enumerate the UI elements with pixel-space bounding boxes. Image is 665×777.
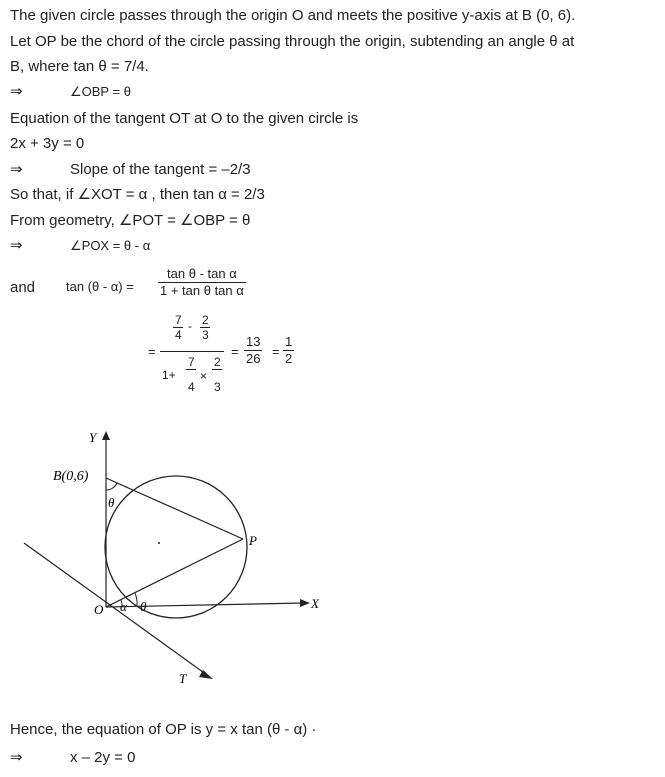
label-o: O [94, 602, 104, 617]
denominator-4: 4 [188, 380, 195, 394]
label-p: P [249, 533, 257, 548]
angle-arc-b [106, 483, 117, 490]
implies-arrow: ⇒ [10, 749, 23, 766]
denominator-7: 7 [188, 355, 195, 369]
equals-sign: = [148, 344, 156, 359]
tangent-line [24, 543, 207, 675]
chord-op [106, 539, 243, 607]
angle-obp-text: ∠OBP = θ [70, 84, 131, 99]
line-geometry: From geometry, ∠POT = ∠OBP = θ [10, 212, 251, 229]
slope-text: Slope of the tangent = –2/3 [70, 161, 251, 178]
circle-center-dot [158, 542, 160, 544]
x-axis-arrowhead [300, 599, 310, 607]
y-axis-arrowhead [102, 431, 110, 440]
fraction-denominator: 1 + tan θ tan α [160, 283, 244, 298]
fraction-numerator: 13 [246, 334, 261, 349]
numerator-7: 7 [175, 313, 182, 327]
implies-arrow: ⇒ [10, 83, 23, 100]
label-theta-o: θ [140, 599, 147, 614]
chord-bp [106, 478, 243, 539]
line-tan-theta: B, where tan θ = 7/4. [10, 58, 149, 75]
fraction-denominator: 26 [246, 351, 261, 366]
numerator-minus: - [188, 319, 192, 333]
denominator-3: 3 [214, 380, 221, 394]
line-tangent-equation-intro: Equation of the tangent OT at O to the given circle is [10, 110, 359, 127]
denominator-one-plus: 1+ [162, 368, 176, 382]
label-theta-b: θ [108, 495, 115, 510]
final-equation-text: x – 2y = 0 [70, 749, 136, 766]
line-final-answer [10, 748, 135, 768]
numerator-4: 4 [175, 328, 182, 342]
angle-pox-text: ∠POX = θ - α [70, 238, 151, 253]
denominator-2: 2 [214, 355, 221, 369]
label-t: T [179, 671, 187, 686]
label-b: B(0,6) [53, 469, 89, 484]
equals-sign: = [231, 344, 239, 359]
fraction-numerator: tan θ - tan α [167, 266, 237, 281]
label-y: Y [89, 430, 97, 445]
line-equation-op: Hence, the equation of OP is y = x tan (θ - α) · [10, 721, 317, 738]
line-tangent-equation: 2x + 3y = 0 [10, 135, 85, 152]
equals-sign: = [272, 344, 280, 359]
times-sign: × [200, 369, 208, 383]
implies-arrow: ⇒ [10, 161, 23, 178]
line-angle-xot: So that, if ∠XOT = α , then tan α = 2/3 [10, 186, 265, 203]
label-x: X [311, 596, 319, 611]
implies-arrow: ⇒ [10, 237, 23, 254]
tan-difference-lhs: tan (θ - α) = [66, 279, 134, 294]
numerator-3: 3 [202, 328, 209, 342]
line-circle-passes-origin: The given circle passes through the origin O and meets the positive y-axis at B (0, 6). [10, 7, 576, 24]
numerator-2: 2 [202, 313, 209, 327]
fraction-numerator: 1 [285, 334, 293, 349]
line-chord-op: Let OP be the chord of the circle passing through the origin, subtending an angle θ at [10, 33, 575, 50]
angle-arc-theta [135, 593, 137, 606]
fraction-denominator: 2 [285, 351, 293, 366]
and-word: and [10, 279, 36, 296]
label-alpha: α [120, 599, 127, 614]
